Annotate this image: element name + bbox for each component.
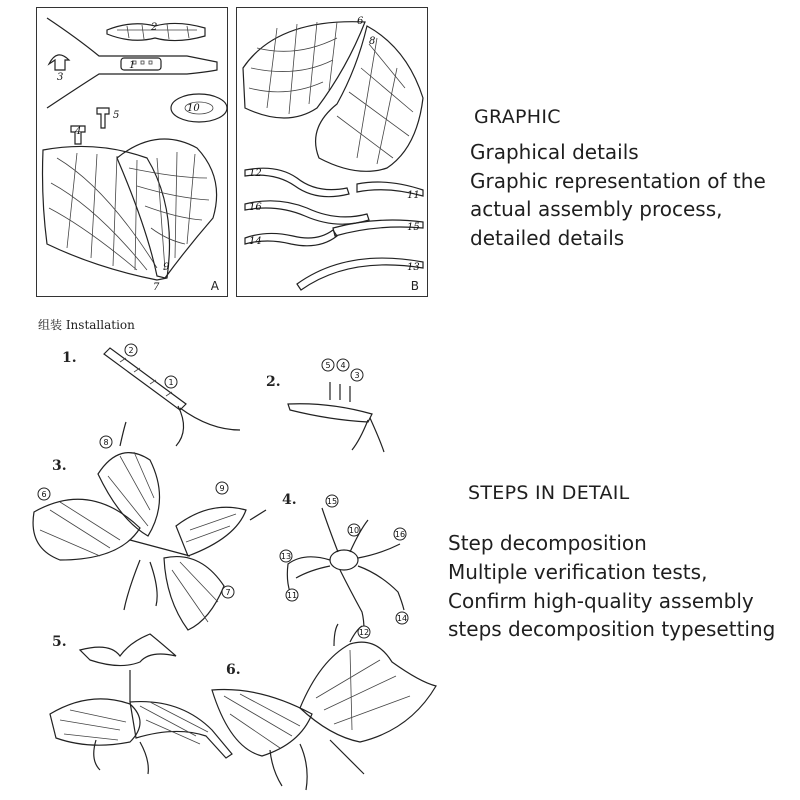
part-label-12: 12 xyxy=(249,168,262,179)
part-label-14: 14 xyxy=(249,236,262,247)
step-number-4: 4. xyxy=(282,492,297,508)
step-3-butterfly-drawing xyxy=(33,422,266,630)
part-8-wing-shape xyxy=(316,26,423,171)
graphic-line: Graphical details xyxy=(470,140,639,164)
steps-detail-line: Step decomposition xyxy=(448,531,647,555)
step-number-5: 5. xyxy=(52,634,67,650)
part-label-7: 7 xyxy=(153,282,160,293)
step-4-part-11: 11 xyxy=(286,591,298,600)
graphic-heading: GRAPHIC xyxy=(474,106,561,128)
part-13-leg-shape xyxy=(297,258,423,290)
steps-detail-line: steps decomposition typesetting xyxy=(448,617,776,642)
steps-detail-line: Confirm high-quality assembly xyxy=(448,588,754,613)
sheet-b-letter: B xyxy=(410,279,419,293)
step-1-body-drawing xyxy=(104,348,240,446)
steps-detail-heading: STEPS IN DETAIL xyxy=(468,482,630,504)
sheet-a-letter: A xyxy=(210,279,219,293)
part-label-10: 10 xyxy=(187,103,200,114)
steps-detail-description xyxy=(448,529,775,644)
part-label-13: 13 xyxy=(407,262,420,273)
installation-steps-drawing xyxy=(0,330,440,800)
step-number-1: 1. xyxy=(62,350,77,366)
step-6-butterfly-drawing xyxy=(212,624,436,790)
part-label-11: 11 xyxy=(407,190,420,201)
part-16-leg-shape xyxy=(245,201,369,224)
part-label-15: 15 xyxy=(407,222,420,233)
sheet-a-parts-drawing xyxy=(37,8,229,298)
steps-detail-line: Multiple verification tests, xyxy=(448,559,708,584)
graphic-line: detailed details xyxy=(470,225,625,250)
step-2-part-4: 4 xyxy=(340,361,346,370)
step-1-part-1: 1 xyxy=(168,378,174,387)
step-3-part-7: 7 xyxy=(225,588,231,597)
step-4-part-13: 13 xyxy=(280,552,292,561)
step-4-part-16: 16 xyxy=(394,530,406,539)
step-4-part-14: 14 xyxy=(396,614,408,623)
part-label-3: 3 xyxy=(57,72,64,83)
step-3-part-9: 9 xyxy=(219,484,225,493)
step-3-part-8: 8 xyxy=(103,438,109,447)
step-2-part-3: 3 xyxy=(354,371,360,380)
step-number-6: 6. xyxy=(226,662,241,678)
part-label-8: 8 xyxy=(369,36,376,47)
step-1-part-2: 2 xyxy=(128,346,134,355)
step-4-part-12: 12 xyxy=(358,628,370,637)
step-4-part-15: 15 xyxy=(326,497,338,506)
part-label-6: 6 xyxy=(357,16,364,27)
part-label-1: 1 xyxy=(129,60,136,71)
part-label-5: 5 xyxy=(113,110,120,121)
part-3-shape xyxy=(49,55,69,70)
step-2-body-drawing xyxy=(288,382,384,452)
step-4-part-10: 10 xyxy=(348,526,360,535)
graphic-line: Graphic representation of the xyxy=(470,168,766,193)
part-sheet-b xyxy=(236,7,428,297)
step-3-part-6: 6 xyxy=(41,490,47,499)
part-sheet-a xyxy=(36,7,228,297)
part-7-wing-shape xyxy=(43,146,170,280)
part-5-shape xyxy=(97,108,109,128)
step-number-3: 3. xyxy=(52,458,67,474)
step-2-part-5: 5 xyxy=(325,361,331,370)
step-5-butterfly-drawing xyxy=(50,634,232,774)
graphic-line: actual assembly process, xyxy=(470,197,723,221)
part-label-4: 4 xyxy=(75,126,82,137)
sheet-b-parts-drawing xyxy=(237,8,429,298)
installation-label: 组装 Installation xyxy=(38,318,135,332)
part-label-16: 16 xyxy=(249,202,262,213)
part-label-9: 9 xyxy=(163,262,170,273)
step-number-2: 2. xyxy=(266,374,281,390)
part-label-2: 2 xyxy=(151,22,158,33)
step-4-legs-drawing xyxy=(287,508,404,630)
graphic-description xyxy=(470,138,766,252)
